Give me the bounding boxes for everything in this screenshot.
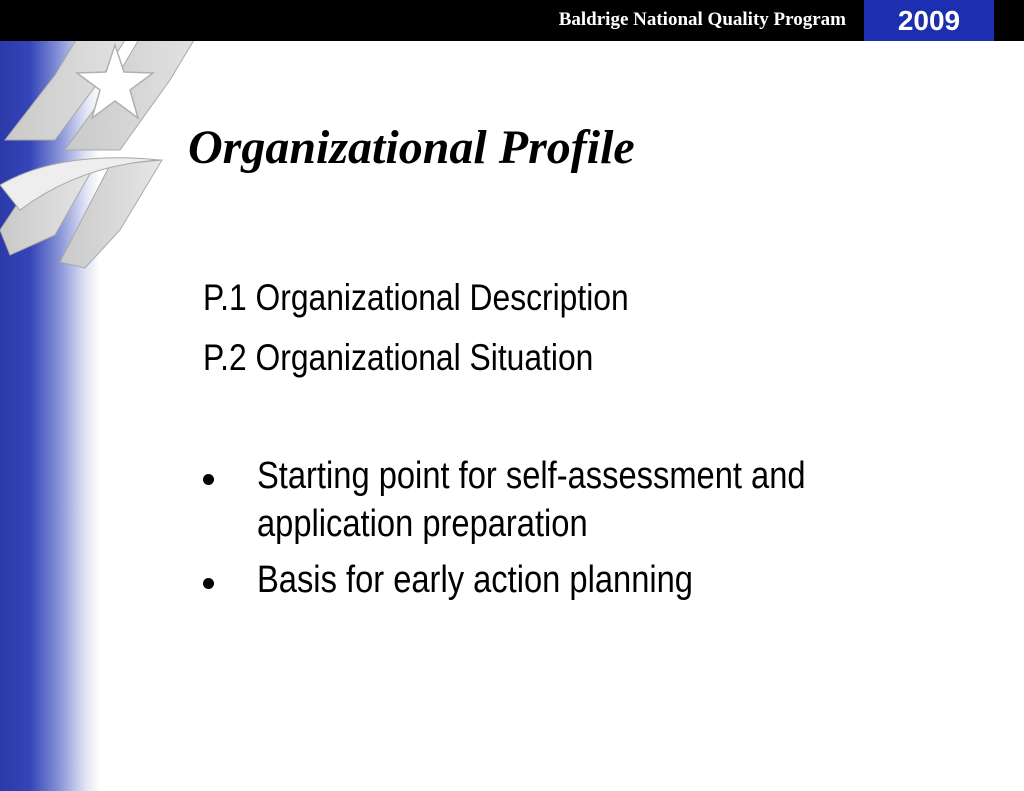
bullet-text: Starting point for self-assessment and application preparation (257, 455, 806, 545)
bullet-list (203, 452, 923, 612)
program-name: Baldrige National Quality Program (558, 9, 846, 30)
section-item-p2: P.2 Organizational Situation (203, 337, 594, 378)
year-badge: 2009 (864, 0, 994, 41)
bullet-text: Basis for early action planning (257, 559, 693, 601)
header-bar (0, 0, 1024, 41)
bullet-item (203, 556, 923, 604)
section-item-p1: P.1 Organizational Description (203, 277, 629, 318)
slide-title: Organizational Profile (188, 121, 635, 174)
bullet-dot-icon (203, 474, 214, 485)
section-list (203, 268, 698, 388)
bullet-dot-icon (203, 578, 214, 589)
bullet-item (203, 452, 923, 548)
